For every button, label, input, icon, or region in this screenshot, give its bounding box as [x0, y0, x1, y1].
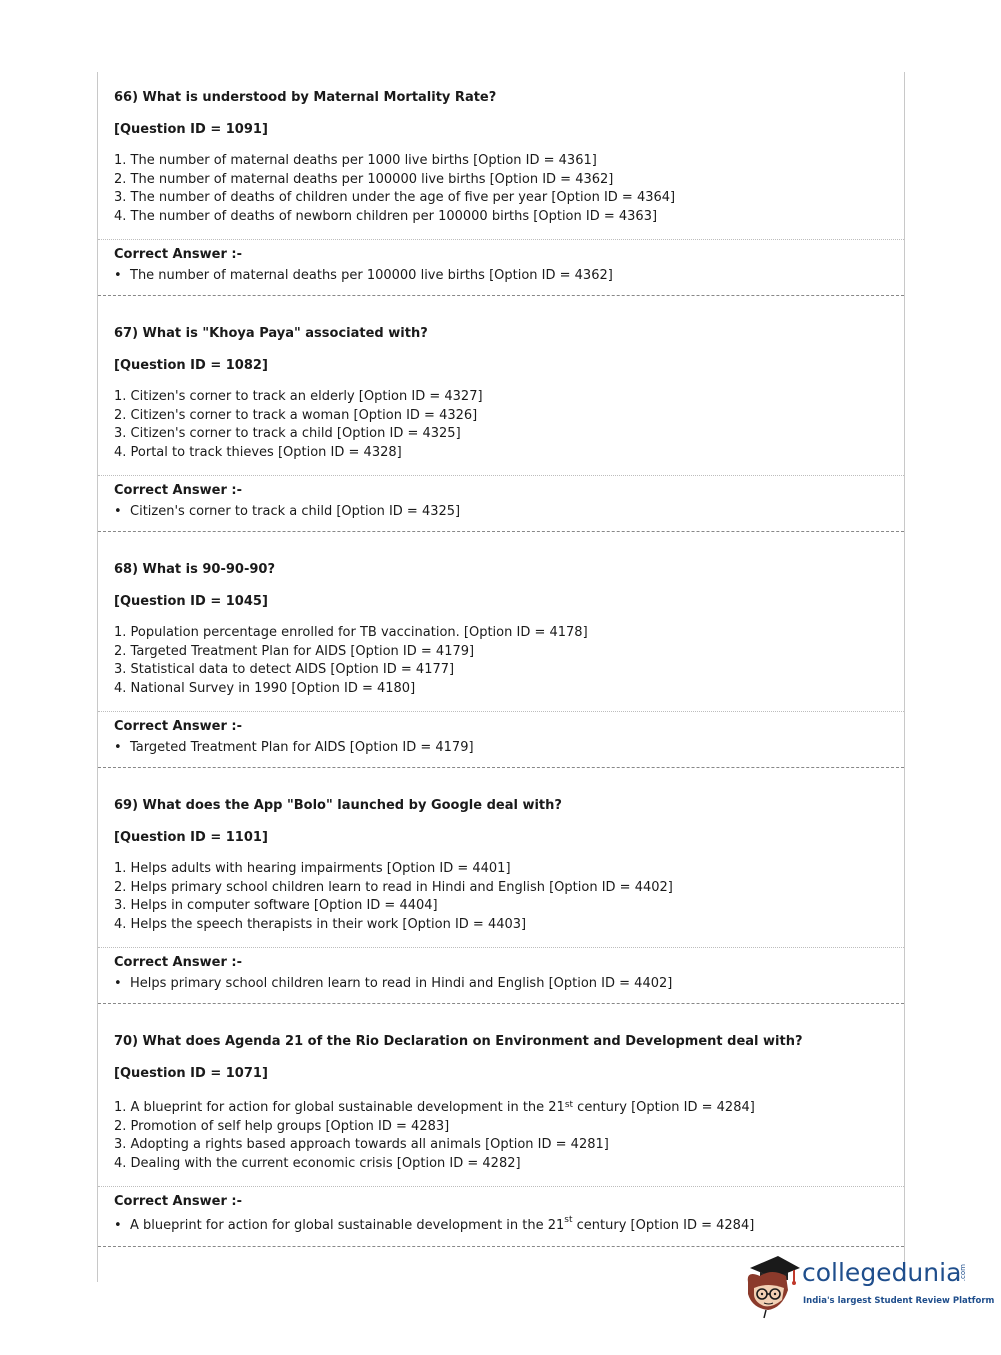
question-title: 68) What is 90-90-90?: [114, 562, 275, 577]
bullet-icon: •: [114, 740, 122, 755]
option-4: 4. The number of deaths of newborn children per 100000 births [Option ID = 4363]: [114, 208, 658, 224]
question-id: [Question ID = 1082]: [114, 358, 268, 373]
correct-answer: [114, 740, 474, 755]
correct-answer-text: Citizen's corner to track a child [Option ID = 4325]: [130, 504, 461, 519]
question-id: [Question ID = 1071]: [114, 1066, 268, 1081]
bullet-icon: •: [114, 504, 122, 519]
correct-answer-label: Correct Answer :-: [114, 719, 242, 734]
option-2: 2. The number of maternal deaths per 100000 live births [Option ID = 4362]: [114, 171, 614, 187]
correct-answer-text: Helps primary school children learn to read in Hindi and English [Option ID = 4402]: [130, 976, 673, 991]
divider: [98, 1186, 904, 1187]
options-list: [114, 152, 675, 226]
option-1: 1. Citizen's corner to track an elderly [Option ID = 4327]: [114, 389, 483, 404]
option-2: 2. Citizen's corner to track a woman [Option ID = 4326]: [114, 407, 478, 423]
question-id: [Question ID = 1091]: [114, 122, 268, 137]
question-id: [Question ID = 1101]: [114, 830, 268, 845]
option-4: 4. Dealing with the current economic crisis [Option ID = 4282]: [114, 1155, 521, 1171]
correct-answer: [114, 268, 613, 283]
question-id: [Question ID = 1045]: [114, 594, 268, 609]
divider: [98, 239, 904, 240]
logo-tagline: India's largest Student Review Platform: [803, 1296, 995, 1306]
options-list: [114, 860, 673, 934]
correct-answer: [114, 504, 460, 519]
bullet-icon: •: [114, 1218, 122, 1233]
options-list: [114, 624, 588, 698]
bullet-icon: •: [114, 976, 122, 991]
correct-answer-label: Correct Answer :-: [114, 955, 242, 970]
correct-answer-text: The number of maternal deaths per 100000 live births [Option ID = 4362]: [130, 268, 613, 283]
option-2: 2. Helps primary school children learn to read in Hindi and English [Option ID = 4402]: [114, 879, 673, 895]
divider: [98, 947, 904, 948]
question-separator: [98, 295, 904, 296]
options-list: [114, 388, 483, 462]
question-separator: [98, 531, 904, 532]
option-1: 1. The number of maternal deaths per 1000 live births [Option ID = 4361]: [114, 153, 597, 168]
logo-dotcom: .com: [959, 1264, 967, 1282]
option-3: 3. The number of deaths of children under the age of five per year [Option ID = 4364]: [114, 190, 676, 206]
mascot-icon: [742, 1250, 804, 1320]
question-title: 66) What is understood by Maternal Mortality Rate?: [114, 90, 497, 105]
question-title: 67) What is "Khoya Paya" associated with?: [114, 326, 428, 341]
question-separator: [98, 767, 904, 768]
correct-answer-text: Targeted Treatment Plan for AIDS [Option ID = 4179]: [130, 740, 474, 755]
option-1: 1. Population percentage enrolled for TB vaccination. [Option ID = 4178]: [114, 625, 588, 640]
divider: [98, 711, 904, 712]
logo-wordmark: collegedunia: [802, 1258, 962, 1287]
option-2: 2. Targeted Treatment Plan for AIDS [Option ID = 4179]: [114, 643, 475, 659]
question-separator: [98, 1246, 904, 1247]
option-4: 4. Helps the speech therapists in their work [Option ID = 4403]: [114, 916, 527, 932]
option-3: 3. Helps in computer software [Option ID = 4404]: [114, 898, 438, 914]
option-1: 1. A blueprint for action for global sustainable development in the 21st century [Option ID = 4284]: [114, 1100, 755, 1115]
correct-answer-label: Correct Answer :-: [114, 1194, 242, 1209]
divider: [98, 475, 904, 476]
option-3: 3. Statistical data to detect AIDS [Option ID = 4177]: [114, 662, 455, 678]
option-4: 4. Portal to track thieves [Option ID = 4328]: [114, 444, 402, 460]
option-3: 3. Citizen's corner to track a child [Option ID = 4325]: [114, 426, 461, 442]
question-title: 70) What does Agenda 21 of the Rio Declaration on Environment and Development deal with?: [114, 1034, 803, 1049]
correct-answer-label: Correct Answer :-: [114, 247, 242, 262]
option-2: 2. Promotion of self help groups [Option ID = 4283]: [114, 1118, 450, 1134]
question-title: 69) What does the App "Bolo" launched by Google deal with?: [114, 798, 562, 813]
option-1: 1. Helps adults with hearing impairments [Option ID = 4401]: [114, 861, 511, 876]
collegedunia-logo: [742, 1250, 995, 1320]
option-4: 4. National Survey in 1990 [Option ID = 4180]: [114, 680, 416, 696]
correct-answer-label: Correct Answer :-: [114, 483, 242, 498]
bullet-icon: •: [114, 268, 122, 283]
options-list: [114, 1099, 755, 1173]
correct-answer: • A blueprint for action for global sustainable development in the 21st century [Option ID = 4284]: [114, 1215, 755, 1233]
option-3: 3. Adopting a rights based approach towards all animals [Option ID = 4281]: [114, 1137, 609, 1153]
question-separator: [98, 1003, 904, 1004]
question-paper-frame: [97, 72, 905, 1282]
correct-answer: [114, 976, 672, 991]
